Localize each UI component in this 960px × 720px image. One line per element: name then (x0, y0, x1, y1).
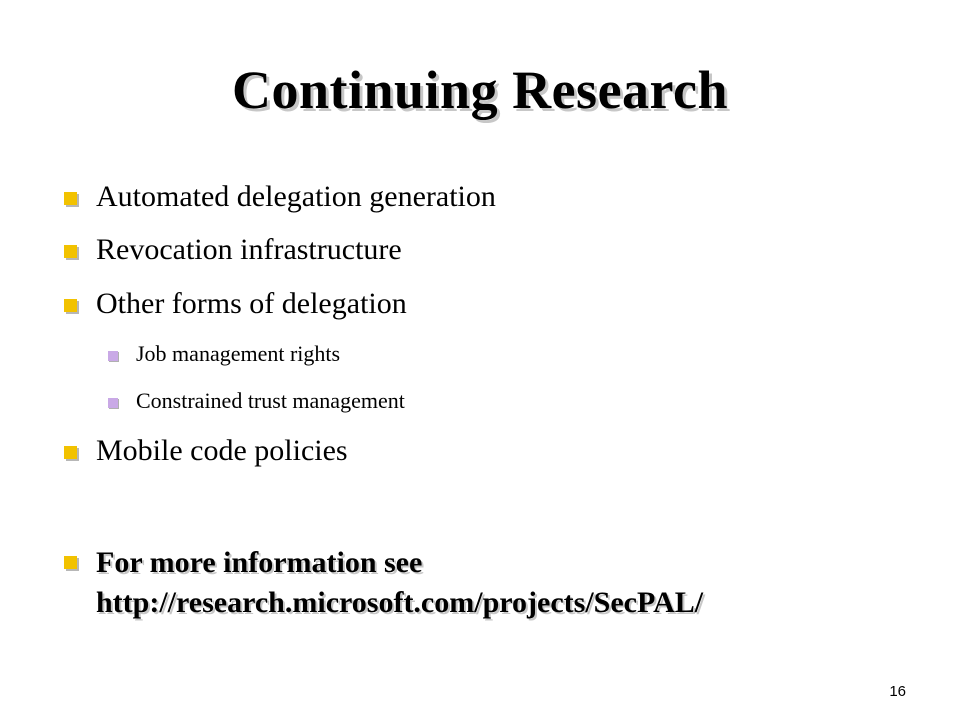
more-info-url[interactable]: http://research.microsoft.com/projects/SecPAL/ (96, 586, 704, 619)
square-bullet-icon (64, 556, 77, 569)
square-sub-bullet-icon (108, 351, 118, 361)
bullet-text: Revocation infrastructure (96, 233, 402, 266)
square-sub-bullet-icon (108, 398, 118, 408)
square-bullet-icon (64, 245, 77, 258)
square-bullet-icon (64, 446, 77, 459)
more-info-text: For more information see (96, 546, 423, 579)
bullet-text: Automated delegation generation (96, 180, 496, 213)
page-number: 16 (889, 683, 906, 700)
sub-bullet-text: Constrained trust management (136, 388, 405, 413)
slide-title: Continuing Research (231, 60, 729, 120)
square-bullet-icon (64, 299, 77, 312)
square-bullet-icon (64, 192, 77, 205)
sub-bullet-text: Job management rights (136, 341, 341, 366)
bullet-text: Other forms of delegation (96, 287, 407, 320)
bullet-text: Mobile code policies (96, 434, 348, 467)
